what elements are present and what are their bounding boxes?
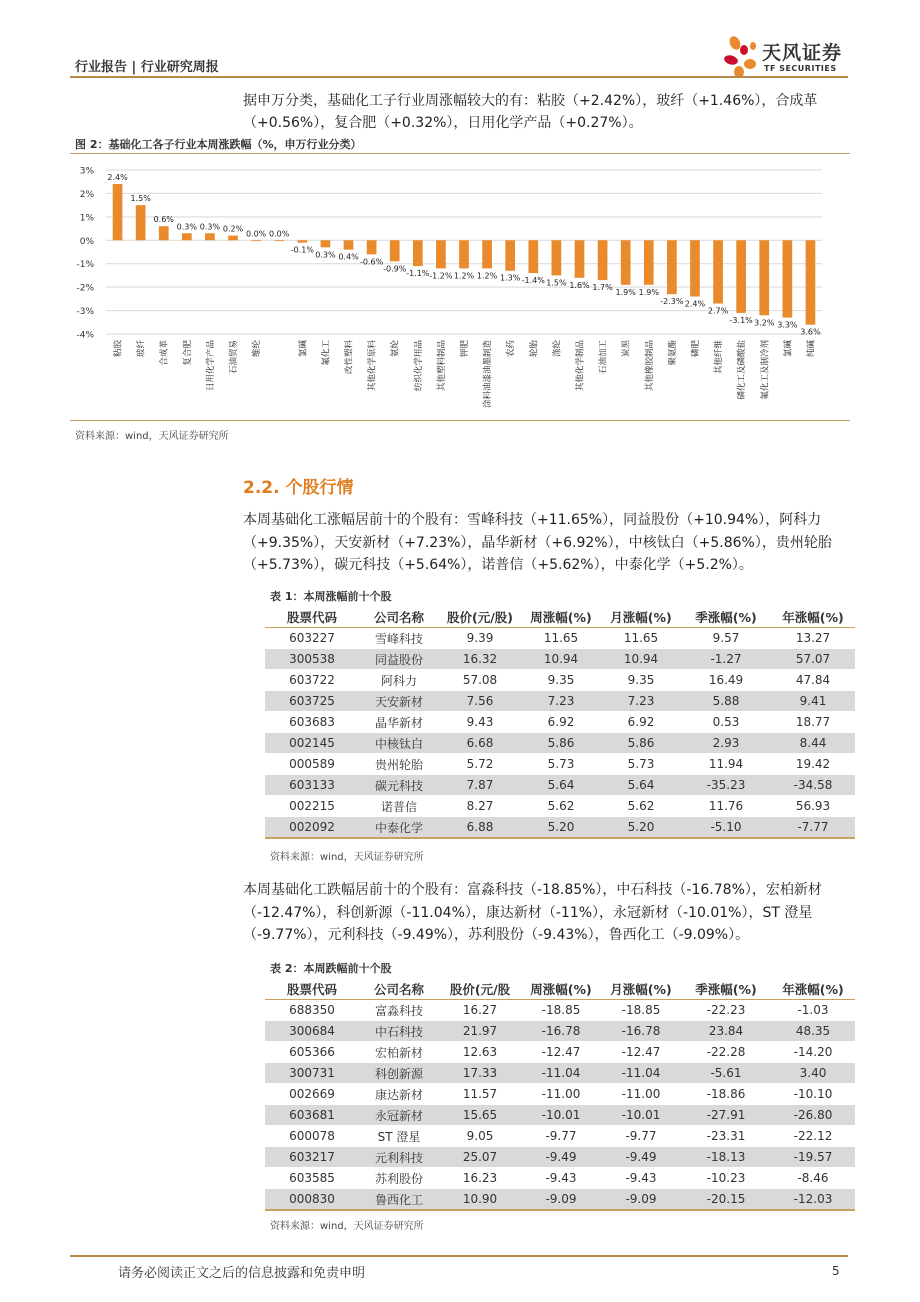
page-number: 5 [832,1264,840,1278]
table-cell: 5.86 [521,733,601,754]
table-cell: 16.49 [681,670,771,691]
table-cell: 19.42 [771,754,855,775]
table-cell: -18.86 [681,1084,771,1105]
bar [644,240,654,285]
x-tick-label: 纺织化学用品 [413,340,424,392]
logo-petals-icon [722,34,762,80]
x-tick-label: 玻纤 [136,340,147,358]
bar [528,240,538,273]
y-tick-label: 2% [79,189,94,200]
x-tick-label: 氯碱 [298,340,309,358]
x-tick-label: 农药 [506,340,517,358]
table-row [265,733,855,754]
table-cell: 7.23 [601,691,681,712]
company-logo [722,34,862,80]
x-tick-label: 氟化工 [321,340,332,366]
table-cell: 300538 [265,649,359,670]
bar [182,233,192,240]
table-cell: 5.72 [439,754,521,775]
data-label: 2.4% [107,173,128,183]
data-label: -0.6% [360,257,384,267]
table-cell: -9.77 [521,1126,601,1147]
data-label: -0.9% [383,264,407,274]
table-row [265,691,855,712]
column-header: 年涨幅(%) [771,979,855,1000]
table-cell: 12.63 [439,1042,521,1063]
table2-source: 资料来源：wind，天风证券研究所 [270,1221,424,1232]
table-cell: 9.41 [771,691,855,712]
losers-table [265,979,855,1211]
x-tick-label: 其他化学原料 [367,340,378,392]
table-cell: -9.43 [521,1168,601,1189]
table-cell: 15.65 [439,1105,521,1126]
table1-title: 表 1：本周涨幅前十个股 [270,590,392,603]
bar [575,240,585,277]
table-cell: -14.20 [771,1042,855,1063]
bar [713,240,723,303]
bar [667,240,677,294]
table-cell: -5.61 [681,1063,771,1084]
table-cell: 贵州轮胎 [359,754,439,775]
table-cell: 16.32 [439,649,521,670]
table-cell: 0.53 [681,712,771,733]
table-cell: 603725 [265,691,359,712]
table-cell: -10.01 [601,1105,681,1126]
table-cell: -10.23 [681,1168,771,1189]
bar [205,233,215,240]
x-tick-label: 其他纤维 [714,340,725,375]
table-cell: -9.49 [521,1147,601,1168]
table-cell: -23.31 [681,1126,771,1147]
table-cell: 阿科力 [359,670,439,691]
table-cell: 康达新材 [359,1084,439,1105]
table-cell: 25.07 [439,1147,521,1168]
table-cell: 11.57 [439,1084,521,1105]
table-cell: 7.87 [439,775,521,796]
table-cell: -1.03 [771,1000,855,1021]
table-cell: 5.88 [681,691,771,712]
data-label: 0.0% [269,229,290,239]
table-cell: -12.47 [601,1042,681,1063]
table-cell: 603133 [265,775,359,796]
table-row [265,1147,855,1168]
data-label: 1.2% [453,271,475,281]
y-tick-label: -2% [76,283,94,294]
table-cell: ST 澄星 [359,1126,439,1147]
table-cell: 鲁西化工 [359,1189,439,1211]
table-cell: 宏柏新材 [359,1042,439,1063]
table-cell: 同益股份 [359,649,439,670]
figure-top-divider [70,153,850,154]
table-cell: 6.68 [439,733,521,754]
column-header: 公司名称 [359,979,439,1000]
table-cell: 000830 [265,1189,359,1211]
data-label: 1.5% [130,194,151,204]
table-cell: 603683 [265,712,359,733]
table-row [265,670,855,691]
table-cell: 002145 [265,733,359,754]
table-cell: -16.78 [521,1021,601,1042]
data-label: -2.3% [660,297,684,307]
table-cell: -27.91 [681,1105,771,1126]
table-cell: 11.76 [681,796,771,817]
figure-bottom-divider [70,420,850,421]
table-cell: 7.56 [439,691,521,712]
table-cell: 5.86 [601,733,681,754]
data-label: 1.7% [592,283,613,293]
table-row [265,712,855,733]
bar [251,240,261,241]
table-cell: 5.62 [521,796,601,817]
figure-source: 资料来源：wind，天风证券研究所 [75,431,229,442]
table-cell: 9.39 [439,628,521,649]
table-cell: -18.85 [601,1000,681,1021]
table-row [265,754,855,775]
column-header: 股价(元/股 [439,979,521,1000]
x-tick-label: 聚氨酯 [667,340,678,366]
table-cell: 9.35 [521,670,601,691]
table-row [265,1042,855,1063]
table-cell: -11.00 [601,1084,681,1105]
bar [413,240,423,266]
table-cell: -7.77 [771,817,855,839]
column-header: 年涨幅(%) [771,607,855,628]
table-cell: 科创新源 [359,1063,439,1084]
losers-paragraph: 本周基础化工跌幅居前十的个股有：富淼科技（-18.85%），中石科技（-16.78%），宏柏新材（-12.47%），科创新源（-11.04%），康达新材（-11%），永冠新材（-10.01%），ST 澄星（-9.77%），元利科技（-9.49%），苏利股份（-9.43%），鲁西化工（-9.09%）。 [243,882,822,943]
table-cell: 603681 [265,1105,359,1126]
table-cell: 7.23 [521,691,601,712]
table-cell: 603722 [265,670,359,691]
table-cell: 16.27 [439,1000,521,1021]
x-tick-label: 其他化学制品 [575,340,586,392]
table-row [265,1168,855,1189]
table-cell: 中泰化学 [359,817,439,839]
table-cell: 碳元科技 [359,775,439,796]
table-cell: 5.20 [601,817,681,839]
table-row [265,775,855,796]
logo-english-name: TF SECURITIES [764,64,837,73]
table-cell: 9.43 [439,712,521,733]
bar [390,240,400,261]
table-cell: -34.58 [771,775,855,796]
table-cell: -9.77 [601,1126,681,1147]
table-row [265,1063,855,1084]
header-report-type: 行业报告 | 行业研究周报 [75,60,219,75]
table-cell: 9.05 [439,1126,521,1147]
table-cell: 10.94 [601,649,681,670]
data-label: -3.1% [729,315,753,325]
table-cell: 11.65 [521,628,601,649]
x-tick-label: 石油贸易 [229,340,240,375]
table-cell: -35.23 [681,775,771,796]
table-cell: -18.85 [521,1000,601,1021]
table-row [265,1084,855,1105]
y-tick-label: 0% [79,236,94,247]
data-label: -0.1% [290,245,314,255]
bar [367,240,377,254]
table-cell: 6.92 [521,712,601,733]
table-cell: 6.92 [601,712,681,733]
data-label: 0.4% [338,252,359,262]
table-cell: -10.10 [771,1084,855,1105]
data-label: 3.2% [754,318,775,328]
x-tick-label: 钾肥 [460,340,470,358]
table-cell: 8.44 [771,733,855,754]
data-label: 1.2% [476,271,498,281]
data-label: 1.3% [500,273,521,283]
table-cell: 300731 [265,1063,359,1084]
table-cell: 47.84 [771,670,855,691]
table-cell: 天安新材 [359,691,439,712]
bar [621,240,631,285]
table-cell: 9.35 [601,670,681,691]
table-cell: 48.35 [771,1021,855,1042]
table-cell: 8.27 [439,796,521,817]
column-header: 股票代码 [265,607,359,628]
x-tick-label: 粘胶 [113,340,124,358]
table-row [265,1105,855,1126]
table-cell: 17.33 [439,1063,521,1084]
data-label: 2.7% [707,306,729,316]
table-cell: -9.09 [521,1189,601,1211]
data-label: -1.2% [429,271,453,281]
table-cell: 603227 [265,628,359,649]
y-tick-label: -1% [76,260,94,271]
table-cell: 5.73 [601,754,681,775]
column-header: 月涨幅(%) [601,607,681,628]
table-cell: 57.08 [439,670,521,691]
data-label: 3.3% [777,320,798,330]
x-tick-label: 氯碱 [783,340,794,358]
figure-title: 图 2：基础化工各子行业本周涨跌幅（%，申万行业分类） [75,138,362,151]
x-tick-label: 氨纶 [390,340,401,358]
table-row [265,1000,855,1021]
table-cell: 18.77 [771,712,855,733]
table-cell: -12.47 [521,1042,601,1063]
table-cell: 元利科技 [359,1147,439,1168]
table-cell: -8.46 [771,1168,855,1189]
table-cell: 5.64 [521,775,601,796]
logo-chinese-name: 天风证券 [762,42,843,64]
table-cell: -22.28 [681,1042,771,1063]
table-cell: 13.27 [771,628,855,649]
x-tick-label: 炭黑 [621,340,632,358]
table-cell: 300684 [265,1021,359,1042]
x-tick-label: 其他塑料制品 [436,340,447,392]
data-label: 1.9% [615,287,636,297]
table2-title: 表 2：本周跌幅前十个股 [270,962,392,975]
bar [736,240,746,313]
column-header: 周涨幅(%) [521,979,601,1000]
table-cell: 雪峰科技 [359,628,439,649]
table-cell: 600078 [265,1126,359,1147]
x-tick-label: 维纶 [252,340,263,358]
table-row [265,649,855,670]
footer-divider [70,1255,848,1257]
table-cell: -11.00 [521,1084,601,1105]
table-row [265,1021,855,1042]
table-row [265,1126,855,1147]
x-tick-label: 日用化学产品 [205,340,216,392]
bar [113,184,123,240]
x-tick-label: 纯碱 [806,340,817,358]
data-label: 0.3% [199,222,221,232]
x-tick-label: 复合肥 [182,340,193,366]
footer-disclaimer: 请务必阅读正文之后的信息披露和免责申明 [118,1266,366,1281]
table-cell: 56.93 [771,796,855,817]
x-tick-label: 其他橡胶制品 [644,340,655,392]
table-cell: 9.57 [681,628,771,649]
table-cell: 11.65 [601,628,681,649]
table-cell: 5.20 [521,817,601,839]
gainers-table [265,607,855,839]
bar [759,240,769,315]
table-cell: -9.09 [601,1189,681,1211]
table-cell: 5.62 [601,796,681,817]
data-label: 1.5% [546,278,567,288]
table-cell: -16.78 [601,1021,681,1042]
table1-source: 资料来源：wind，天风证券研究所 [270,852,424,863]
table-row [265,628,855,649]
table-cell: 603585 [265,1168,359,1189]
table-cell: 中核钛白 [359,733,439,754]
x-tick-label: 磷化工及磷酸盐 [737,340,748,400]
bar [783,240,793,317]
table-cell: 中石科技 [359,1021,439,1042]
table-cell: 21.97 [439,1021,521,1042]
table-cell: 11.94 [681,754,771,775]
table-cell: 2.93 [681,733,771,754]
table-cell: 57.07 [771,649,855,670]
column-header: 季涨幅(%) [681,607,771,628]
table-cell: -5.10 [681,817,771,839]
table-cell: -26.80 [771,1105,855,1126]
column-header: 季涨幅(%) [681,979,771,1000]
data-label: 0.3% [315,250,336,260]
table-cell: -19.57 [771,1147,855,1168]
table-cell: 5.73 [521,754,601,775]
column-header: 月涨幅(%) [601,979,681,1000]
bar [505,240,515,270]
table-cell: -11.04 [521,1063,601,1084]
table-row [265,796,855,817]
bar [297,240,307,242]
bar [344,240,354,249]
bar [598,240,608,280]
x-tick-label: 轮胎 [529,340,540,358]
bar [459,240,469,268]
table-row [265,817,855,839]
data-label: 0.6% [153,215,174,225]
data-label: 2.4% [684,299,706,309]
column-header: 股票代码 [265,979,359,1000]
table-cell: 6.88 [439,817,521,839]
table-cell: 3.40 [771,1063,855,1084]
bar [274,240,284,241]
table-cell: 晶华新材 [359,712,439,733]
data-label: 0.2% [222,224,244,234]
column-header: 股价(元/股) [439,607,521,628]
table-cell: 富淼科技 [359,1000,439,1021]
bar [136,205,146,240]
table-cell: -18.13 [681,1147,771,1168]
data-label: 3.6% [800,327,821,337]
table-cell: -10.01 [521,1105,601,1126]
table-cell: 10.94 [521,649,601,670]
table-cell: 002669 [265,1084,359,1105]
table-cell: 5.64 [601,775,681,796]
table-cell: 苏利股份 [359,1168,439,1189]
table-cell: 23.84 [681,1021,771,1042]
table-cell: 诺普信 [359,796,439,817]
x-tick-label: 改性塑料 [344,340,355,375]
data-label: -1.1% [406,269,430,279]
column-header: 周涨幅(%) [521,607,601,628]
x-tick-label: 合成革 [159,340,170,366]
x-tick-label: 磷肥 [690,340,701,358]
bar [690,240,700,296]
x-tick-label: 石油加工 [598,340,609,375]
y-tick-label: 1% [79,213,94,224]
data-label: -1.4% [521,276,545,286]
bar [228,236,238,241]
table-cell: 603217 [265,1147,359,1168]
table-cell: 10.90 [439,1189,521,1211]
table-cell: 000589 [265,754,359,775]
y-tick-label: -4% [76,330,94,341]
bar [321,240,331,247]
table-row [265,1189,855,1211]
table-cell: 605366 [265,1042,359,1063]
column-header: 公司名称 [359,607,439,628]
table-cell: -22.23 [681,1000,771,1021]
table-cell: -9.43 [601,1168,681,1189]
bar [159,226,169,240]
table-cell: -9.49 [601,1147,681,1168]
table-cell: 002092 [265,817,359,839]
bar [806,240,816,324]
header-divider [70,76,848,78]
bar [552,240,562,275]
table-cell: -20.15 [681,1189,771,1211]
gainers-paragraph: 本周基础化工涨幅居前十的个股有：雪峰科技（+11.65%），同益股份（+10.94%），阿科力（+9.35%），天安新材（+7.23%），晶华新材（+6.92%），中核钛白（+5.86%），贵州轮胎（+5.73%），碳元科技（+5.64%），诺普信（+5.62%），中泰化学（+5.2%）。 [243,512,832,573]
x-tick-label: 涂料油漆油墨制造 [483,340,494,409]
table-cell: 688350 [265,1000,359,1021]
bar [436,240,446,268]
table-cell: -12.03 [771,1189,855,1211]
data-label: 0.0% [245,229,267,239]
section-title: 2.2. 个股行情 [243,478,354,498]
table-cell: 永冠新材 [359,1105,439,1126]
table-cell: 16.23 [439,1168,521,1189]
table-cell: -1.27 [681,649,771,670]
bar-chart [70,158,850,420]
intro-paragraph: 据申万分类，基础化工子行业周涨幅较大的有：粘胶（+2.42%），玻纤（+1.46%），合成革（+0.56%），复合肥（+0.32%），日用化学产品（+0.27%）。 [243,93,818,131]
data-label: 1.9% [638,287,659,297]
y-tick-label: 3% [79,166,94,177]
bar [482,240,492,268]
data-label: 0.3% [176,222,198,232]
y-tick-label: -3% [76,307,94,318]
data-label: 1.6% [569,280,590,290]
table-cell: -22.12 [771,1126,855,1147]
x-tick-label: 涤纶 [552,340,563,358]
table-cell: 002215 [265,796,359,817]
x-tick-label: 氟化工及制冷剂 [760,340,771,400]
table-cell: -11.04 [601,1063,681,1084]
